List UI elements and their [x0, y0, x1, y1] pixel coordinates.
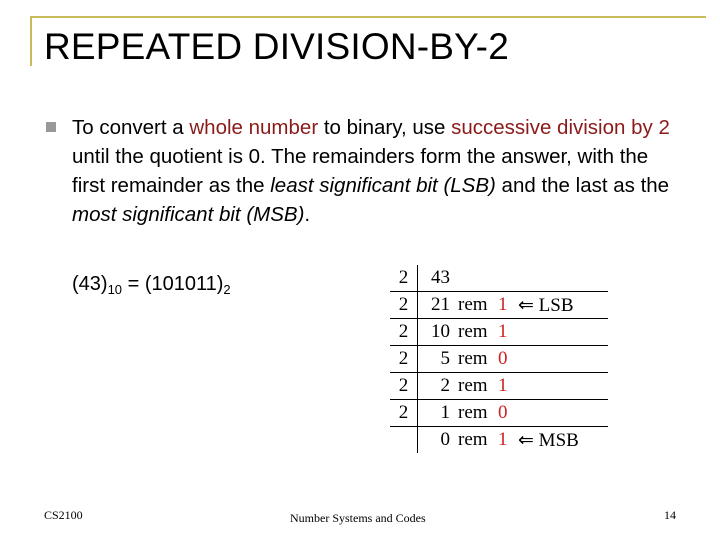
bullet-italic-msb: most significant bit (MSB): [72, 203, 305, 226]
bullet-text-part: to binary, use: [318, 116, 452, 139]
equation-rhs: (101011): [144, 273, 224, 295]
equation-lhs-base: 10: [107, 282, 123, 297]
division-row: [390, 346, 608, 373]
division-row: [390, 373, 608, 400]
division-row: [390, 319, 608, 346]
note-cell: [512, 346, 608, 373]
division-table: [390, 265, 608, 453]
bullet-highlight-successive-division: successive division by 2: [451, 116, 670, 139]
bullet-square-icon: [46, 122, 56, 132]
bullet-italic-lsb: least significant bit (LSB): [270, 174, 496, 197]
bullet-text-part: and the last as the: [495, 174, 670, 197]
bullet-highlight-whole-number: whole number: [189, 116, 319, 139]
divisor-cell: 2: [390, 400, 418, 427]
title-frame-left-rule: [30, 16, 32, 66]
remainder-value-cell: 1: [498, 429, 508, 450]
divisor-cell: 2: [390, 292, 418, 319]
quotient-cell: 0: [440, 429, 450, 450]
note-cell: [512, 265, 608, 292]
quotient-cell: 1: [418, 400, 451, 427]
note-cell: [512, 319, 608, 346]
bullet-text-part: To convert a: [72, 116, 190, 139]
remainder-value-cell: 1: [498, 292, 512, 319]
division-row: [390, 427, 608, 454]
bullet-text-part: until the quotient is 0. The remainders form the answer, with the first remainder as the: [72, 145, 649, 197]
footer-topic: Number Systems and Codes: [290, 511, 426, 525]
rem-label-cell: rem: [450, 346, 498, 373]
divisor-cell: 2: [390, 319, 418, 346]
remainder-value-cell: 0: [498, 346, 512, 373]
rem-label-cell: [450, 265, 498, 292]
conversion-equation: [72, 273, 231, 297]
rem-label-cell: rem: [450, 292, 498, 319]
lsb-note-cell: ⇐ LSB: [512, 292, 608, 319]
remainder-value-cell: 0: [498, 400, 512, 427]
divisor-cell: 2: [390, 265, 418, 292]
bullet-paragraph: [72, 113, 672, 229]
footer-course-code: CS2100: [44, 508, 83, 522]
note-cell: [512, 373, 608, 400]
quotient-cell: 21: [418, 292, 451, 319]
title-frame-top-rule: [30, 16, 706, 18]
footer-page-number: 14: [664, 508, 676, 522]
msb-note-cell: ⇐ MSB: [518, 429, 579, 451]
division-row: [390, 292, 608, 319]
bullet-text-part: .: [304, 203, 311, 226]
rem-label-cell: rem: [450, 400, 498, 427]
note-cell: [512, 400, 608, 427]
division-row: [390, 265, 608, 292]
equation-equals: =: [122, 273, 145, 295]
quotient-cell: 2: [418, 373, 451, 400]
quotient-cell: 10: [418, 319, 451, 346]
remainder-value-cell: [498, 265, 512, 292]
divisor-cell: 2: [390, 373, 418, 400]
rem-label-cell: rem: [450, 373, 498, 400]
divisor-cell: 2: [390, 346, 418, 373]
remainder-value-cell: 1: [498, 373, 512, 400]
divisor-cell: [390, 427, 418, 454]
rem-label-cell: rem: [450, 319, 498, 346]
equation-rhs-base: 2: [223, 282, 231, 297]
equation-lhs: (43): [72, 273, 108, 295]
quotient-cell: 5: [418, 346, 451, 373]
quotient-cell: 43: [418, 265, 451, 292]
division-row: [390, 400, 608, 427]
rem-label-cell: rem: [458, 429, 488, 450]
slide-title: REPEATED DIVISION-BY-2: [44, 26, 509, 67]
remainder-value-cell: 1: [498, 319, 512, 346]
